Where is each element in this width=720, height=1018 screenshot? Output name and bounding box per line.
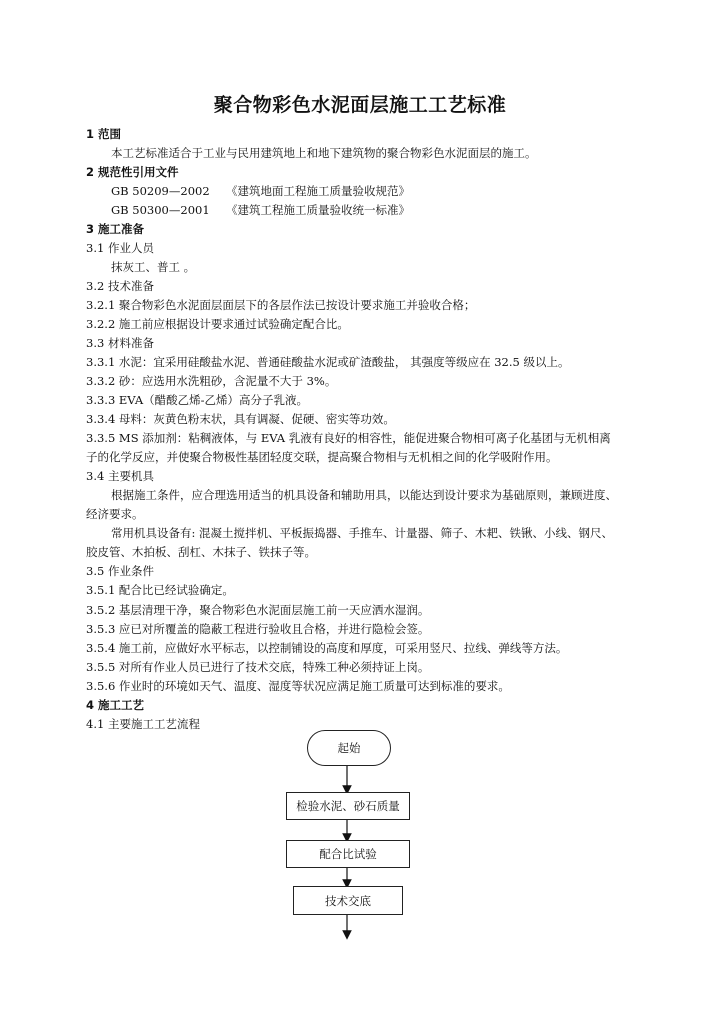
paragraph-line: 本工艺标准适合于工业与民用建筑地上和地下建筑物的聚合物彩色水泥面层的施工。 bbox=[111, 146, 537, 161]
paragraph-line: 抹灰工、普工 。 bbox=[111, 260, 196, 275]
flow-step-technical-briefing: 技术交底 bbox=[293, 886, 403, 915]
paragraph-line: 3.3.3 EVA（醋酸乙烯-乙烯）高分子乳液。 bbox=[86, 393, 309, 408]
flow-step-start: 起始 bbox=[307, 730, 391, 766]
paragraph-line: 胶皮管、木拍板、刮杠、木抹子、铁抹子等。 bbox=[86, 545, 316, 560]
paragraph-line: 根据施工条件，应合理选用适当的机具设备和辅助用具，以能达到设计要求为基础原则，兼顾进度、 bbox=[111, 488, 617, 503]
reference-code: GB 50300—2001 bbox=[111, 203, 210, 218]
paragraph-line: 3.2.1 聚合物彩色水泥面层面层下的各层作法已按设计要求施工并验收合格； bbox=[86, 298, 476, 313]
section-heading: 2 规范性引用文件 bbox=[86, 165, 179, 180]
paragraph-line: 3.3 材料准备 bbox=[86, 336, 154, 351]
flow-step-mix-ratio-test: 配合比试验 bbox=[286, 840, 410, 868]
paragraph-line: 3.1 作业人员 bbox=[86, 241, 154, 256]
paragraph-line: 3.3.1 水泥：宜采用硅酸盐水泥、普通硅酸盐水泥或矿渣酸盐， 其强度等级应在 32.5 级以上。 bbox=[86, 355, 570, 370]
document-title: 聚合物彩色水泥面层施工工艺标准 bbox=[213, 94, 507, 116]
paragraph-line: 3.5.2 基层清理干净，聚合物彩色水泥面层施工前一天应洒水湿润。 bbox=[86, 602, 430, 617]
section-heading: 1 范围 bbox=[86, 127, 122, 141]
section-heading: 4 施工工艺 bbox=[86, 697, 145, 712]
paragraph-line: 3.5.5 对所有作业人员已进行了技术交底，特殊工种必须持证上岗。 bbox=[86, 659, 430, 674]
paragraph-line: 3.5 作业条件 bbox=[86, 564, 154, 579]
paragraph-line: 3.5.1 配合比已经试验确定。 bbox=[86, 583, 234, 598]
paragraph-line: 3.5.3 应已对所覆盖的隐蔽工程进行验收且合格，并进行隐检会签。 bbox=[86, 621, 430, 636]
reference-code: GB 50209—2002 bbox=[111, 184, 210, 199]
reference-title: 《建筑工程施工质量验收统一标准》 bbox=[226, 203, 410, 218]
paragraph-line: 3.4 主要机具 bbox=[86, 469, 154, 484]
reference-title: 《建筑地面工程施工质量验收规范》 bbox=[226, 184, 410, 199]
paragraph-line: 子的化学反应，并使聚合物极性基团轻度交联，提高聚合物相与无机相之间的化学吸附作用。 bbox=[86, 450, 558, 465]
paragraph-line: 3.2.2 施工前应根据设计要求通过试验确定配合比。 bbox=[86, 317, 349, 332]
paragraph-line: 3.5.6 作业时的环境如天气、温度、湿度等状况应满足施工质量可达到标准的要求。 bbox=[86, 678, 510, 693]
paragraph-line: 3.3.4 母料：灰黄色粉末状，具有调凝、促硬、密实等功效。 bbox=[86, 412, 395, 427]
paragraph-line: 3.3.5 MS 添加剂：粘稠液体，与 EVA 乳液有良好的相容性，能促进聚合物相可离子化基团与无机相离 bbox=[86, 431, 611, 446]
paragraph-line: 4.1 主要施工工艺流程 bbox=[86, 716, 200, 731]
paragraph-line: 3.2 技术准备 bbox=[86, 279, 154, 294]
section-heading: 3 施工准备 bbox=[86, 222, 145, 237]
paragraph-line: 3.5.4 施工前，应做好水平标志，以控制铺设的高度和厚度，可采用竖尺、拉线、弹线等方法。 bbox=[86, 640, 568, 655]
paragraph-line: 经济要求。 bbox=[86, 507, 144, 522]
flow-step-inspect-materials: 检验水泥、砂石质量 bbox=[286, 792, 410, 820]
paragraph-line: 常用机具设备有: 混凝土搅拌机、平板振捣器、手推车、计量器、筛子、木耙、铁锹、小线、钢尺、 bbox=[111, 526, 614, 541]
paragraph-line: 3.3.2 砂：应选用水洗粗砂，含泥量不大于 3%。 bbox=[86, 374, 337, 389]
